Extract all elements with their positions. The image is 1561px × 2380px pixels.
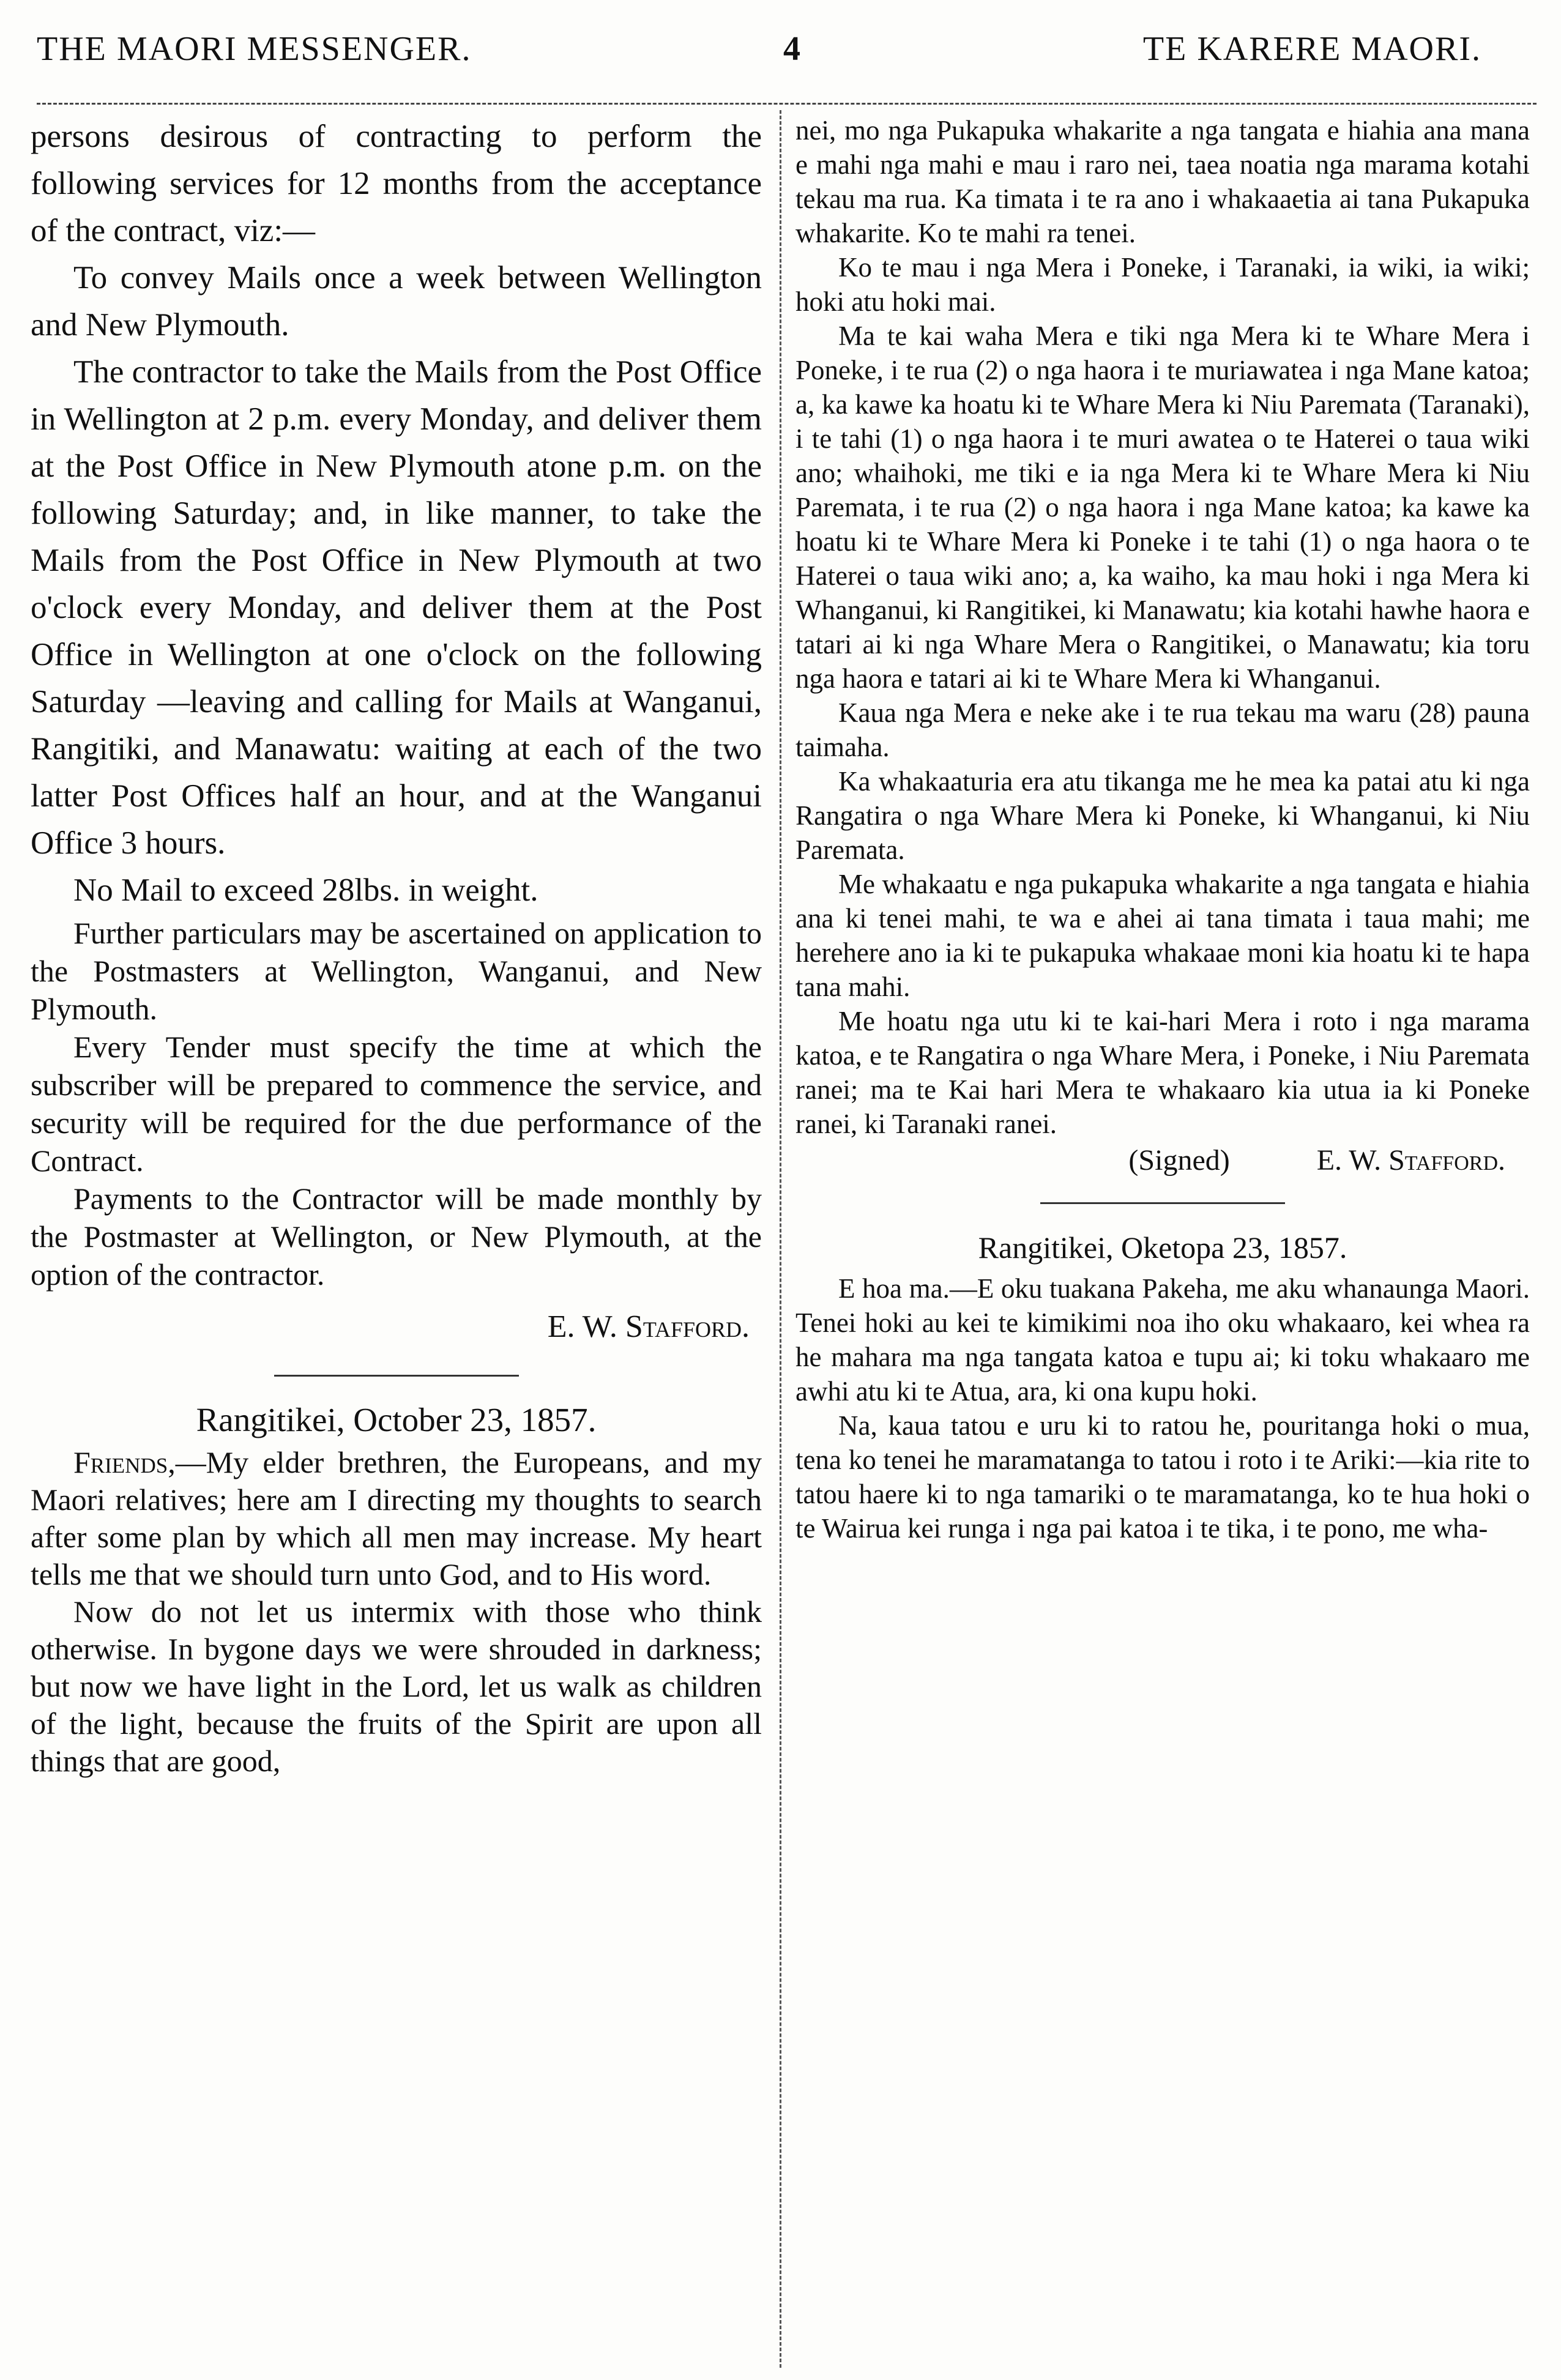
signature-maori [795, 1144, 1530, 1178]
tender-payments: Payments to the Contractor will be made monthly by the Postmaster at Wellington, or New Plymouth, at the option of the contractor. [31, 1181, 762, 1292]
tender-weight: No Mail to exceed 28lbs. in weight. [73, 872, 538, 908]
panui-requirements: Me whakaatu e nga pukapuka whakarite a nga tangata e hiahia ana ki tenei mahi, te wa e ahei ai tana timata i taua mahi; me herehere ano ia ki te pukapuka whakaae moni kia hoatu ki te hapa tana mahi. [795, 869, 1530, 1002]
letter-paragraph-2: Now do not let us intermix with those who think otherwise. In bygone days we were shrouded in darkness; but now we have light in the Lord, let us walk as children of the light, because the fruits of the Spirit are upon all things that are good, [31, 1594, 762, 1778]
header-title-maori: TE KARERE MAORI. [1142, 30, 1481, 68]
reta-paragraph-2: Na, kaua tatou e uru ki to ratou he, pouritanga hoki o mua, tena ko tenei he maramatanga to tatou i roto i te Ariki:—kia rite to tatou haere ki to nga tamariki o te maramatanga, ko te hua hoki o te Wairua kei runga i nga pai katoa i te tika, i te pono, me wha- [795, 1410, 1530, 1544]
english-column [31, 113, 762, 1780]
signature-name-maori: Stafford. [1388, 1144, 1505, 1177]
header-rule [37, 103, 1537, 105]
letter-paragraph-1-text: —My elder brethren, the Europeans, and my Maori relatives; here am I directing my thoughts to search after some plan by which all men may increase. My heart tells me that we should turn unto God, and to His word. [31, 1445, 762, 1591]
letter-salutation: Friends, [73, 1445, 176, 1479]
page-header [24, 29, 1537, 78]
tender-intro: persons desirous of contracting to perform the following services for 12 months from the acceptance of the contract, viz:— [31, 119, 762, 248]
page-number: 4 [783, 30, 802, 68]
tender-particulars: Further particulars may be ascertained on application to the Postmasters at Wellington, Wanganui, and New Plymouth. [31, 916, 762, 1026]
panui-intro: nei, mo nga Pukapuka whakarite a nga tangata e hiahia ana mana e mahi nga mahi e mau i raro nei, taea noatia nga marama kotahi tekau ma rua. Ka timata i te ra ano i whakaaetia ai tana Pukapuka whakarite. Ko te mahi ra tenei. [795, 115, 1530, 248]
panui-schedule: Ma te kai waha Mera e tiki nga Mera ki te Whare Mera i Poneke, i te rua (2) o nga haora i te muriawatea i nga Mane katoa; a, ka kawe ka hoatu ki te Whare Mera ki Niu Paremata (Taranaki), i te tahi (1) o nga haora i te muri awatea o te Haterei o taua wiki ano; whaihoki, me tiki e ia nga Mera ki te Whare Mera ki Niu Paremata, i te rua (2) o nga haora i nga Mane katoa; ka kawe ka hoatu ki te Whare Mera ki Poneke i te tahi (1) o nga haora o te Haterei o taua wiki ano; a, ka waiho, ka mau hoki i nga Mera ki Whanganui, ki Rangitikei, ki Manawatu; kia kotahi hawhe haora e tatari ai ki nga Whare Mera o Rangitikei, o Manawatu; kia toru nga haora e tatari ai ki te Whare Mera ki Whanganui. [795, 321, 1530, 694]
reta-paragraph-1: E hoa ma.—E oku tuakana Pakeha, me aku whanaunga Maori. Tenei hoki au kei te kimikimi noa iho oku whakaaro, kei whea ra he mahara ma nga tangata katoa e tupu ai; ki toku whakaaro me awhi atu ki te Atua, ara, ki ona kupu hoki. [795, 1273, 1530, 1407]
tender-route: To convey Mails once a week between Wellington and New Plymouth. [31, 260, 762, 343]
tender-schedule: The contractor to take the Mails from the Post Office in Wellington at 2 p.m. every Monday, and deliver them at the Post Office in New Plymouth atone p.m. on the following Saturday; and, in like manner, to take the Mails from the Post Office in New Plymouth at two o'clock every Monday, and deliver them at the Post Office in Wellington at one o'clock on the following Saturday —leaving and calling for Mails at Wanganui, Rangitiki, and Manawatu: waiting at each of the two latter Post Offices half an hour, and at the Wanganui Office 3 hours. [31, 354, 762, 861]
signed-label: (Signed) [1128, 1144, 1230, 1177]
letter-english [31, 1399, 762, 1780]
panui-particulars: Ka whakaaturia era atu tikanga me he mea ka patai atu ki nga Rangatira o nga Whare Mera ki Poneke, ki Whanganui, ki Niu Paremata. [795, 766, 1530, 865]
signature-initials-maori: E. W. [1316, 1144, 1382, 1177]
letter-paragraph-1 [31, 1444, 762, 1593]
signature-initials: E. W. [547, 1309, 617, 1344]
section-rule-maori [1040, 1202, 1285, 1204]
panui-route: Ko te mau i nga Mera i Poneke, i Taranaki, ia wiki, ia wiki; hoki atu hoki mai. [795, 252, 1530, 317]
panui-payments: Me hoatu nga utu ki te kai-hari Mera i roto i nga marama katoa, e te Rangatira o nga Whare Mera, i Poneke, i Niu Paremata ranei; ma te Kai hari Mera te whakaaro kia utua ia ki Poneke ranei, ki Taranaki ranei. [795, 1006, 1530, 1139]
signature-english [31, 1303, 762, 1350]
column-divider [780, 110, 781, 2368]
reta-dateline: Rangitikei, Oketopa 23, 1857. [978, 1230, 1347, 1265]
section-rule [274, 1375, 519, 1377]
signature-name: Stafford. [625, 1309, 750, 1344]
header-title-english: THE MAORI MESSENGER. [37, 30, 472, 68]
letter-dateline: Rangitikei, October 23, 1857. [196, 1401, 597, 1438]
panui-weight: Kaua nga Mera e neke ake i te rua tekau ma waru (28) pauna taimaha. [795, 697, 1530, 762]
maori-column [795, 113, 1530, 1545]
tender-requirements: Every Tender must specify the time at which the subscriber will be prepared to commence the service, and security will be required for the due performance of the Contract. [31, 1030, 762, 1178]
